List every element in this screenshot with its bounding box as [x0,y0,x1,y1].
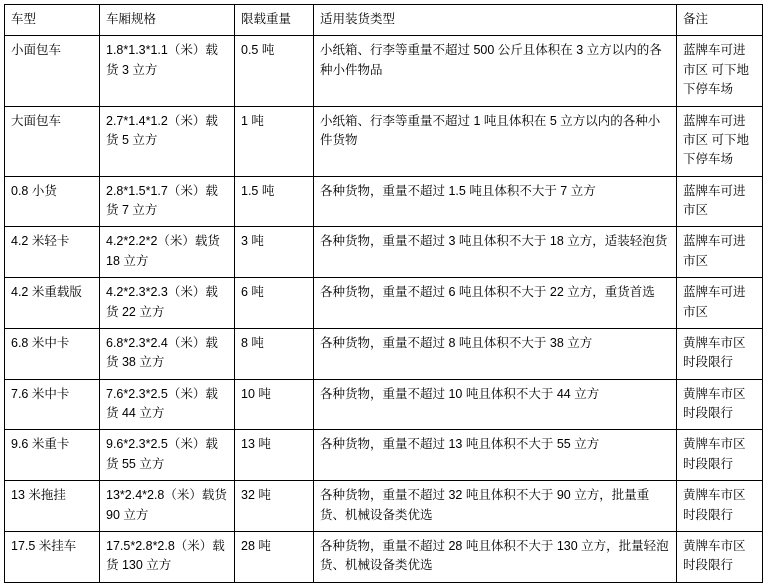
cell-remark: 黄牌车市区时段限行 [677,531,763,582]
cell-load-limit: 1.5 吨 [235,176,314,227]
cell-compartment-spec: 4.2*2.3*2.3（米）载货 22 立方 [100,278,235,329]
cell-vehicle-type: 9.6 米重卡 [5,430,100,481]
cell-vehicle-type: 4.2 米轻卡 [5,227,100,278]
cell-remark: 蓝牌车可进市区 [677,227,763,278]
cell-cargo-type: 各种货物，重量不超过 6 吨且体积不大于 22 立方，重货首选 [314,278,677,329]
cell-load-limit: 1 吨 [235,106,314,176]
table-row [5,531,763,582]
cell-remark: 蓝牌车可进市区 [677,278,763,329]
cell-vehicle-type: 0.8 小货 [5,176,100,227]
cell-vehicle-type: 13 米拖挂 [5,481,100,532]
cell-cargo-type: 各种货物，重量不超过 3 吨且体积不大于 18 立方，适装轻泡货 [314,227,677,278]
cell-compartment-spec: 4.2*2.2*2（米）载货 18 立方 [100,227,235,278]
cell-compartment-spec: 13*2.4*2.8（米）载货 90 立方 [100,481,235,532]
cell-compartment-spec: 6.8*2.3*2.4（米）载货 38 立方 [100,328,235,379]
cell-vehicle-type: 7.6 米中卡 [5,379,100,430]
cell-remark: 黄牌车市区时段限行 [677,379,763,430]
table-header-row [5,5,763,36]
cell-cargo-type: 各种货物，重量不超过 13 吨且体积不大于 55 立方 [314,430,677,481]
cell-compartment-spec: 2.8*1.5*1.7（米）载货 7 立方 [100,176,235,227]
cell-load-limit: 13 吨 [235,430,314,481]
table-row [5,481,763,532]
cell-compartment-spec: 17.5*2.8*2.8（米）载货 130 立方 [100,531,235,582]
cell-remark: 蓝牌车可进市区 可下地下停车场 [677,106,763,176]
cell-vehicle-type: 17.5 米挂车 [5,531,100,582]
cell-remark: 黄牌车市区时段限行 [677,430,763,481]
cell-vehicle-type: 6.8 米中卡 [5,328,100,379]
cell-cargo-type: 各种货物，重量不超过 28 吨且体积不大于 130 立方，批量轻泡货、机械设备类优选 [314,531,677,582]
cell-remark: 蓝牌车可进市区 [677,176,763,227]
table-header [5,5,763,36]
cell-cargo-type: 各种货物，重量不超过 1.5 吨且体积不大于 7 立方 [314,176,677,227]
cell-compartment-spec: 9.6*2.3*2.5（米）载货 55 立方 [100,430,235,481]
cell-load-limit: 28 吨 [235,531,314,582]
column-header-load-limit: 限载重量 [235,5,314,36]
column-header-compartment-spec: 车厢规格 [100,5,235,36]
table-row [5,176,763,227]
vehicle-spec-table [4,4,763,583]
table-row [5,36,763,106]
table-row [5,227,763,278]
table-row [5,106,763,176]
cell-vehicle-type: 4.2 米重载版 [5,278,100,329]
cell-cargo-type: 各种货物，重量不超过 10 吨且体积不大于 44 立方 [314,379,677,430]
table-row [5,328,763,379]
cell-load-limit: 8 吨 [235,328,314,379]
cell-remark: 蓝牌车可进市区 可下地下停车场 [677,36,763,106]
cell-load-limit: 6 吨 [235,278,314,329]
cell-load-limit: 32 吨 [235,481,314,532]
cell-compartment-spec: 1.8*1.3*1.1（米）载货 3 立方 [100,36,235,106]
column-header-cargo-type: 适用装货类型 [314,5,677,36]
cell-vehicle-type: 小面包车 [5,36,100,106]
column-header-vehicle-type: 车型 [5,5,100,36]
cell-vehicle-type: 大面包车 [5,106,100,176]
cell-cargo-type: 小纸箱、行李等重量不超过 500 公斤且体积在 3 立方以内的各种小件物品 [314,36,677,106]
table-row [5,278,763,329]
cell-cargo-type: 小纸箱、行李等重量不超过 1 吨且体积在 5 立方以内的各种小件货物 [314,106,677,176]
cell-load-limit: 10 吨 [235,379,314,430]
cell-compartment-spec: 2.7*1.4*1.2（米）载货 5 立方 [100,106,235,176]
cell-cargo-type: 各种货物，重量不超过 32 吨且体积不大于 90 立方，批量重货、机械设备类优选 [314,481,677,532]
table-body [5,36,763,582]
cell-remark: 黄牌车市区时段限行 [677,481,763,532]
cell-cargo-type: 各种货物，重量不超过 8 吨且体积不大于 38 立方 [314,328,677,379]
cell-load-limit: 0.5 吨 [235,36,314,106]
table-row [5,379,763,430]
table-row [5,430,763,481]
column-header-remark: 备注 [677,5,763,36]
cell-compartment-spec: 7.6*2.3*2.5（米）载货 44 立方 [100,379,235,430]
cell-load-limit: 3 吨 [235,227,314,278]
cell-remark: 黄牌车市区时段限行 [677,328,763,379]
